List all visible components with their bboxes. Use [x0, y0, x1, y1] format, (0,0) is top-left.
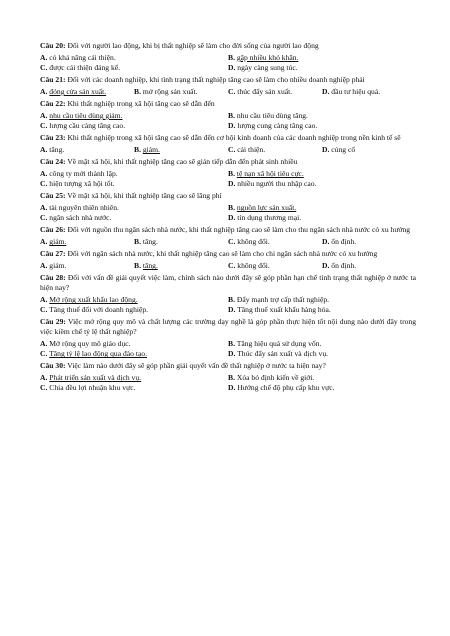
option-letter: C.: [228, 261, 236, 271]
question-block: [40, 273, 416, 315]
answer-option: [40, 121, 228, 131]
option-letter: C.: [228, 145, 236, 155]
answer-option: [40, 111, 228, 121]
answer-options: [40, 111, 416, 131]
option-text: được cải thiện đáng kể.: [49, 63, 121, 73]
answer-option: [134, 87, 228, 97]
option-letter: C.: [40, 179, 48, 189]
question-stem: [40, 361, 416, 371]
answer-option: [40, 63, 228, 73]
question-stem: [40, 225, 416, 235]
answer-option: [40, 145, 134, 155]
question-text: Đối với ngân sách nhà nước, khi thất nghiệp tăng cao sẽ làm cho chi ngân sách nhà nước có xu hướng: [67, 249, 378, 259]
option-letter: D.: [322, 261, 330, 271]
question-text: Đối với nguồn thu ngân sách nhà nước, khi thất nghiệp tăng cao sẽ làm cho thu ngân sách nhà nước có xu hướng: [67, 225, 411, 235]
option-letter: D.: [322, 145, 330, 155]
answer-option: [40, 213, 228, 223]
question-number: Câu 28:: [40, 273, 66, 283]
option-letter: B.: [228, 169, 235, 179]
answer-option: [228, 87, 322, 97]
answer-options: [40, 295, 416, 315]
option-text: Phát triển sản xuất và dịch vụ.: [49, 373, 142, 383]
answer-options: [40, 53, 416, 73]
option-letter: A.: [40, 261, 48, 271]
option-text: Thúc đẩy sản xuất và dịch vụ.: [237, 349, 329, 359]
option-letter: C.: [40, 63, 48, 73]
option-letter: D.: [228, 63, 236, 73]
question-number: Câu 29:: [40, 317, 66, 327]
question-number: Câu 24:: [40, 157, 66, 167]
question-text: Đối với người lao động, khi bị thất nghiệp sẽ làm cho đời sống của người lao động: [67, 41, 319, 50]
option-text: cải thiện.: [237, 145, 266, 155]
question-block: [40, 317, 416, 359]
option-letter: A.: [40, 237, 48, 247]
option-letter: B.: [228, 203, 235, 213]
answer-options: [40, 339, 416, 359]
answer-options: [40, 261, 416, 271]
answer-options: [40, 203, 416, 223]
question-text: Việc làm nào dưới đây sẽ góp phần giải quyết vấn đề thất nghiệp ở nước ta hiện nay?: [67, 361, 326, 371]
option-text: Tăng hiệu quả sử dụng vốn.: [236, 339, 322, 349]
question-block: [40, 157, 416, 189]
answer-option: [228, 373, 416, 383]
question-number: Câu 30:: [40, 361, 66, 371]
option-text: lượng cung càng tăng cao.: [237, 121, 318, 131]
answer-option: [228, 237, 322, 247]
answer-option: [40, 383, 228, 393]
option-text: Mở rộng xuất khẩu lao động.: [49, 295, 138, 305]
option-letter: D.: [228, 349, 236, 359]
question-number: Câu 25:: [40, 191, 66, 201]
question-text: Đối với vấn đề giải quyết việc làm, chính sách nào dưới đây sẽ góp phần hạn chế tình trạng thất nghiệp ở nước ta hiện nay?: [40, 273, 416, 293]
answer-option: [322, 87, 416, 97]
option-letter: A.: [40, 53, 48, 63]
option-letter: B.: [134, 87, 141, 97]
question-number: Câu 21:: [40, 75, 66, 85]
option-text: ổn định.: [331, 237, 357, 247]
answer-options: [40, 145, 416, 155]
option-text: công ty mới thành lập.: [49, 169, 118, 179]
option-text: giảm.: [49, 237, 67, 247]
question-text: Về mặt xã hội, khi thất nghiệp tăng cao sẽ gián tiếp dẫn đến phát sinh nhiều: [67, 157, 298, 167]
answer-option: [40, 203, 228, 213]
option-text: hiện tượng xã hội tốt.: [49, 179, 115, 189]
option-text: ổn định.: [331, 261, 357, 271]
option-letter: D.: [322, 87, 330, 97]
answer-option: [228, 145, 322, 155]
option-text: củng cố: [331, 145, 356, 155]
answer-options: [40, 87, 416, 97]
question-block: [40, 191, 416, 223]
answer-option: [40, 179, 228, 189]
option-letter: C.: [40, 121, 48, 131]
answer-option: [228, 349, 416, 359]
question-block: [40, 249, 416, 271]
answer-option: [40, 305, 228, 315]
option-text: mở rộng sản xuất.: [142, 87, 198, 97]
option-letter: D.: [228, 213, 236, 223]
option-letter: B.: [228, 53, 235, 63]
option-letter: B.: [228, 373, 235, 383]
option-text: nguồn lực sản xuất.: [236, 203, 297, 213]
answer-option: [228, 261, 322, 271]
question-number: Câu 23:: [40, 133, 66, 143]
answer-option: [228, 203, 416, 213]
question-list: [40, 41, 416, 395]
question-stem: [40, 157, 416, 167]
answer-option: [228, 169, 416, 179]
answer-option: [228, 383, 416, 393]
option-letter: A.: [40, 339, 48, 349]
question-block: [40, 41, 416, 73]
option-letter: A.: [40, 203, 48, 213]
question-stem: [40, 317, 416, 337]
answer-option: [228, 63, 416, 73]
answer-option: [40, 373, 228, 383]
option-letter: C.: [228, 237, 236, 247]
option-letter: B.: [228, 339, 235, 349]
option-text: không đổi.: [237, 261, 270, 271]
answer-option: [228, 111, 416, 121]
option-text: ngày càng sung túc.: [237, 63, 298, 73]
option-text: ngân sách nhà nước.: [49, 213, 112, 223]
option-text: nhu cầu tiêu dùng giảm.: [49, 111, 123, 121]
option-letter: B.: [134, 145, 141, 155]
option-letter: C.: [40, 383, 48, 393]
option-text: đầu tư hiệu quả.: [331, 87, 381, 97]
option-letter: C.: [40, 213, 48, 223]
answer-option: [322, 261, 416, 271]
option-text: nhiều người thu nhập cao.: [237, 179, 317, 189]
question-stem: [40, 75, 416, 85]
option-text: lượng cầu càng tăng cao.: [49, 121, 126, 131]
answer-options: [40, 373, 416, 393]
answer-option: [322, 237, 416, 247]
option-letter: A.: [40, 145, 48, 155]
option-letter: A.: [40, 295, 48, 305]
answer-option: [40, 339, 228, 349]
question-stem: [40, 273, 416, 293]
answer-option: [40, 237, 134, 247]
option-text: Đẩy mạnh trợ cấp thất nghiệp.: [236, 295, 330, 305]
option-letter: C.: [228, 87, 236, 97]
answer-option: [228, 53, 416, 63]
option-text: Tăng thuế xuất khẩu hàng hóa.: [237, 305, 331, 315]
option-text: giảm.: [49, 261, 67, 271]
option-text: không đổi.: [237, 237, 270, 247]
answer-option: [322, 145, 416, 155]
answer-option: [228, 213, 416, 223]
option-letter: B.: [134, 237, 141, 247]
answer-option: [134, 237, 228, 247]
question-block: [40, 361, 416, 393]
question-number: Câu 20:: [40, 41, 66, 50]
answer-option: [228, 121, 416, 131]
option-text: Tăng thuế đối với doanh nghiệp.: [49, 305, 149, 315]
option-text: có khả năng cải thiện.: [49, 53, 116, 63]
option-text: tín dụng thương mại.: [237, 213, 302, 223]
option-letter: D.: [228, 383, 236, 393]
answer-option: [134, 145, 228, 155]
option-letter: B.: [134, 261, 141, 271]
answer-option: [228, 305, 416, 315]
option-text: Mở rộng quy mô giáo dục.: [49, 339, 131, 349]
question-number: Câu 27:: [40, 249, 66, 259]
option-letter: C.: [40, 305, 48, 315]
option-text: tăng.: [142, 237, 158, 247]
option-letter: B.: [228, 295, 235, 305]
option-letter: D.: [228, 179, 236, 189]
answer-option: [40, 87, 134, 97]
option-letter: B.: [228, 111, 235, 121]
question-block: [40, 225, 416, 247]
option-letter: D.: [228, 305, 236, 315]
question-stem: [40, 249, 416, 259]
question-text: Về mặt xã hội, khi thất nghiệp tăng cao sẽ lãng phí: [67, 191, 222, 201]
option-text: giảm.: [142, 145, 160, 155]
answer-options: [40, 237, 416, 247]
option-letter: D.: [322, 237, 330, 247]
option-text: Tăng tỷ lệ lao động qua đào tạo.: [49, 349, 148, 359]
answer-option: [40, 295, 228, 305]
answer-option: [134, 261, 228, 271]
answer-options: [40, 169, 416, 189]
option-text: thúc đẩy sản xuất.: [237, 87, 293, 97]
option-text: gặp nhiều khó khăn.: [236, 53, 299, 63]
answer-option: [228, 179, 416, 189]
question-stem: [40, 191, 416, 201]
question-block: [40, 133, 416, 155]
option-text: nhu cầu tiêu dùng tăng.: [236, 111, 308, 121]
question-text: Khi thất nghiệp trong xã hội tăng cao sẽ dẫn đến: [67, 99, 215, 109]
option-text: Xóa bỏ định kiến về giới.: [236, 373, 315, 383]
option-letter: D.: [228, 121, 236, 131]
option-letter: A.: [40, 169, 48, 179]
option-text: tệ nạn xã hội tiêu cực.: [236, 169, 304, 179]
question-stem: [40, 41, 416, 51]
question-text: Khi thất nghiệp trong xã hội tăng cao sẽ dẫn đến cơ hội kinh doanh của các doanh nghiệp trong nền kinh tế sẽ: [67, 133, 401, 143]
option-letter: A.: [40, 87, 48, 97]
question-stem: [40, 99, 416, 109]
option-text: tài nguyên thiên nhiên.: [49, 203, 119, 213]
option-text: tăng.: [49, 145, 65, 155]
answer-option: [40, 53, 228, 63]
option-text: tăng.: [142, 261, 158, 271]
question-text: Việc mở rộng quy mô và chất lượng các trường dạy nghề là góp phần thực hiện tốt nội dung nào dưới đây trong việc kiềm chế tỷ lệ thất nghiệp?: [40, 317, 416, 337]
option-letter: A.: [40, 111, 48, 121]
question-text: Đối với các doanh nghiệp, khi tình trạng thất nghiệp tăng cao sẽ làm cho nhiều doanh nghiệp phải: [67, 75, 365, 85]
option-text: đóng cửa sản xuất.: [49, 87, 107, 97]
answer-option: [228, 295, 416, 305]
answer-option: [228, 339, 416, 349]
question-stem: [40, 133, 416, 143]
answer-option: [40, 169, 228, 179]
answer-option: [40, 261, 134, 271]
option-text: Hướng chế độ phụ cấp khu vực.: [237, 383, 335, 393]
question-number: Câu 26:: [40, 225, 66, 235]
question-block: [40, 75, 416, 97]
option-letter: C.: [40, 349, 48, 359]
question-block: [40, 99, 416, 131]
option-letter: A.: [40, 373, 48, 383]
question-number: Câu 22:: [40, 99, 66, 109]
option-text: Chia đều lợi nhuận khu vực.: [49, 383, 136, 393]
answer-option: [40, 349, 228, 359]
